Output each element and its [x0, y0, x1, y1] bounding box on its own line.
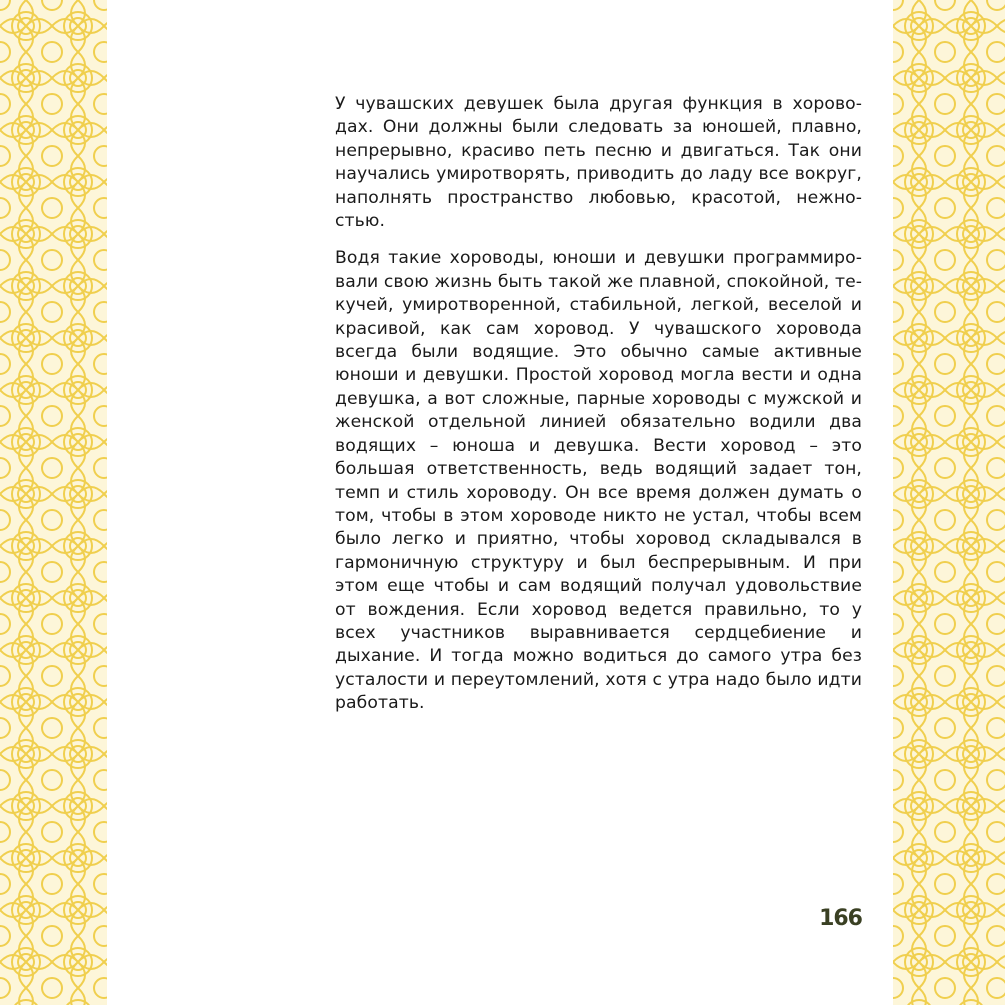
ornament-border-left — [0, 0, 107, 1005]
paragraph-1: У чувашских девушек была другая функция в хороводах. Они должны были следовать за юношей, плавно, непрерывно, красиво петь песню и двигаться. Так они научались умиротворять, приводить до ладу все вокруг, наполнять пространство любовью, красотой, нежностью. — [335, 94, 862, 232]
page-number: 166 — [819, 906, 862, 931]
body-text — [335, 93, 862, 716]
ornament-border-right — [893, 0, 1005, 1005]
paragraph-2: Водя такие хороводы, юноши и девушки программировали свою жизнь быть такой же плавной, спокойной, текучей, умиротворенной, стабильной, легкой, веселой и красивой, как сам хоровод. У чувашского хоровода всегда были водящие. Это обычно самые активные юноши и девушки. Простой хоровод могла вести и одна девушка, а вот сложные, парные хороводы с мужской и женской отдельной линией обязательно водили два водящих – юноша и девушка. Вести хоровод – это большая ответственность, ведь водящий задает тон, темп и стиль хороводу. Он все время должен думать о том, чтобы в этом хороводе никто не устал, чтобы всем было легко и приятно, чтобы хоровод складывался в гармоничную структуру и был беспрерывным. И при этом еще чтобы и сам водящий получал удовольствие от вождения. Если хоровод ведется правильно, то у всех участников выравнивается сердцебиение и дыхание. И тогда можно водиться до самого утра без усталости и переутомлений, хотя с утра надо было идти работать. — [335, 248, 862, 714]
